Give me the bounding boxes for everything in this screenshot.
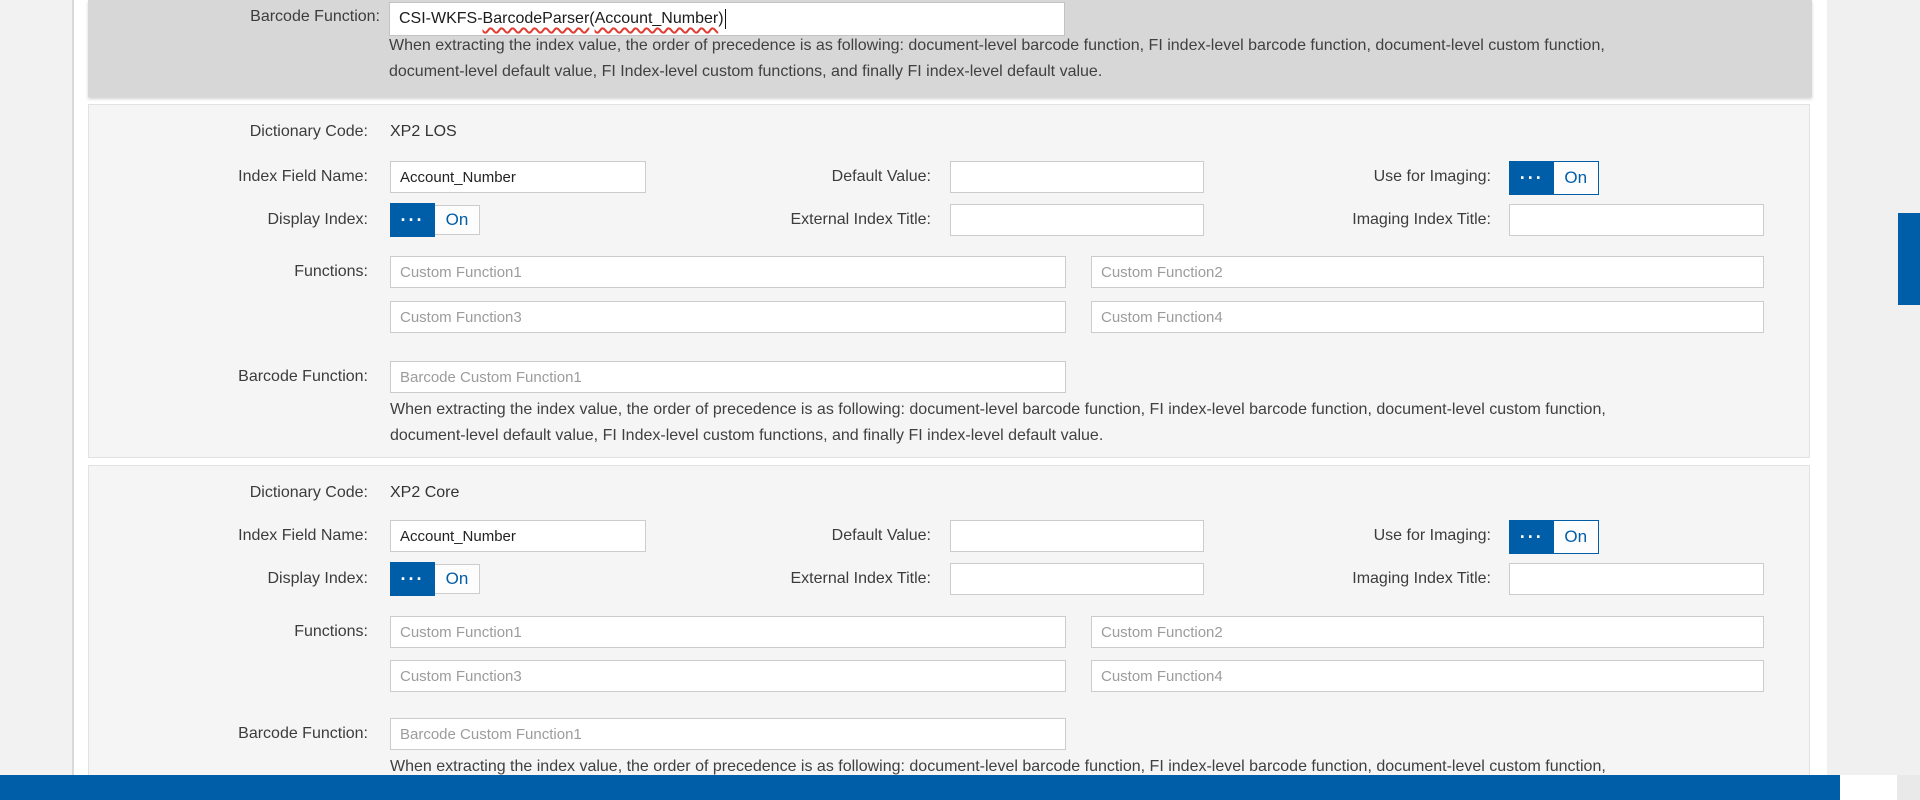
imaging-index-title-label: Imaging Index Title: bbox=[1352, 570, 1491, 587]
index-field-name-input[interactable] bbox=[390, 161, 646, 193]
display-index-toggle[interactable] bbox=[390, 562, 480, 596]
index-field-name-label: Index Field Name: bbox=[238, 527, 368, 544]
ellipsis-icon[interactable]: ··· bbox=[390, 562, 435, 596]
default-value-input[interactable] bbox=[950, 520, 1204, 552]
display-index-toggle[interactable] bbox=[390, 203, 480, 237]
right-scrollbar-track[interactable] bbox=[1827, 0, 1920, 775]
use-for-imaging-toggle[interactable] bbox=[1509, 520, 1599, 554]
default-value-label: Default Value: bbox=[831, 527, 931, 544]
functions-label: Functions: bbox=[294, 263, 368, 280]
scrollbar-corner bbox=[1897, 775, 1920, 800]
scrollbar-thumb[interactable] bbox=[1898, 213, 1920, 305]
dictionary-code-label: Dictionary Code: bbox=[249, 123, 368, 140]
barcode-custom-function-input[interactable] bbox=[390, 361, 1066, 393]
imaging-index-title-input[interactable] bbox=[1509, 563, 1764, 595]
barcode-function-label: Barcode Function: bbox=[238, 368, 368, 385]
dictionary-section-xp2-los bbox=[88, 104, 1810, 458]
custom-function1-input[interactable] bbox=[390, 256, 1066, 288]
dictionary-code-label: Dictionary Code: bbox=[249, 484, 368, 501]
display-index-label: Display Index: bbox=[267, 570, 368, 587]
help-line-1: When extracting the index value, the order of precedence is as following: document-level barcode function, FI index-level barcode function, document-level custom function, bbox=[390, 758, 1606, 775]
use-for-imaging-label: Use for Imaging: bbox=[1373, 527, 1491, 544]
custom-function2-input[interactable] bbox=[1091, 256, 1764, 288]
document-level-section bbox=[88, 0, 1812, 97]
barcode-value-segment-misspelled: Account_Number bbox=[594, 10, 719, 27]
display-index-label: Display Index: bbox=[267, 211, 368, 228]
barcode-value-segment: ( bbox=[589, 10, 595, 27]
default-value-input[interactable] bbox=[950, 161, 1204, 193]
use-for-imaging-label: Use for Imaging: bbox=[1373, 168, 1491, 185]
help-line-1: When extracting the index value, the order of precedence is as following: document-level barcode function, FI index-level barcode function, document-level custom function, bbox=[389, 37, 1605, 54]
barcode-precedence-help bbox=[390, 397, 1606, 449]
barcode-value-segment: CSI-WKFS- bbox=[399, 10, 483, 27]
ellipsis-icon[interactable]: ··· bbox=[390, 203, 435, 237]
index-field-name-input[interactable] bbox=[390, 520, 646, 552]
custom-function4-input[interactable] bbox=[1091, 301, 1764, 333]
custom-function2-input[interactable] bbox=[1091, 616, 1764, 648]
toggle-state-label: On bbox=[435, 205, 480, 235]
left-gutter bbox=[0, 0, 74, 800]
bottom-accent-bar bbox=[0, 775, 1840, 800]
text-caret bbox=[725, 9, 726, 29]
imaging-index-title-label: Imaging Index Title: bbox=[1352, 211, 1491, 228]
barcode-function-input[interactable] bbox=[389, 2, 1065, 36]
dictionary-section-xp2-core bbox=[88, 465, 1810, 800]
index-field-name-label: Index Field Name: bbox=[238, 168, 368, 185]
external-index-title-label: External Index Title: bbox=[790, 211, 931, 228]
custom-function3-input[interactable] bbox=[390, 301, 1066, 333]
barcode-value-segment-misspelled: BarcodeParser bbox=[482, 10, 590, 27]
toggle-state-label: On bbox=[1554, 162, 1599, 194]
ellipsis-icon[interactable]: ··· bbox=[1510, 162, 1554, 194]
barcode-function-label: Barcode Function: bbox=[250, 8, 380, 25]
custom-function4-input[interactable] bbox=[1091, 660, 1764, 692]
custom-function3-input[interactable] bbox=[390, 660, 1066, 692]
barcode-precedence-help bbox=[389, 33, 1605, 85]
toggle-state-label: On bbox=[1554, 521, 1599, 553]
toggle-state-label: On bbox=[435, 564, 480, 594]
default-value-label: Default Value: bbox=[831, 168, 931, 185]
custom-function1-input[interactable] bbox=[390, 616, 1066, 648]
barcode-value-segment: ) bbox=[718, 10, 724, 27]
functions-label: Functions: bbox=[294, 623, 368, 640]
external-index-title-label: External Index Title: bbox=[790, 570, 931, 587]
barcode-function-label: Barcode Function: bbox=[238, 725, 368, 742]
external-index-title-input[interactable] bbox=[950, 563, 1204, 595]
use-for-imaging-toggle[interactable] bbox=[1509, 161, 1599, 195]
dictionary-code-value: XP2 LOS bbox=[390, 123, 457, 140]
ellipsis-icon[interactable]: ··· bbox=[1510, 521, 1554, 553]
help-line-2: document-level default value, FI Index-level custom functions, and finally FI index-level default value. bbox=[390, 427, 1104, 444]
dictionary-code-value: XP2 Core bbox=[390, 484, 460, 501]
barcode-custom-function-input[interactable] bbox=[390, 718, 1066, 750]
external-index-title-input[interactable] bbox=[950, 204, 1204, 236]
help-line-1: When extracting the index value, the order of precedence is as following: document-level barcode function, FI index-level barcode function, document-level custom function, bbox=[390, 401, 1606, 418]
help-line-2: document-level default value, FI Index-level custom functions, and finally FI index-level default value. bbox=[389, 63, 1103, 80]
imaging-index-title-input[interactable] bbox=[1509, 204, 1764, 236]
